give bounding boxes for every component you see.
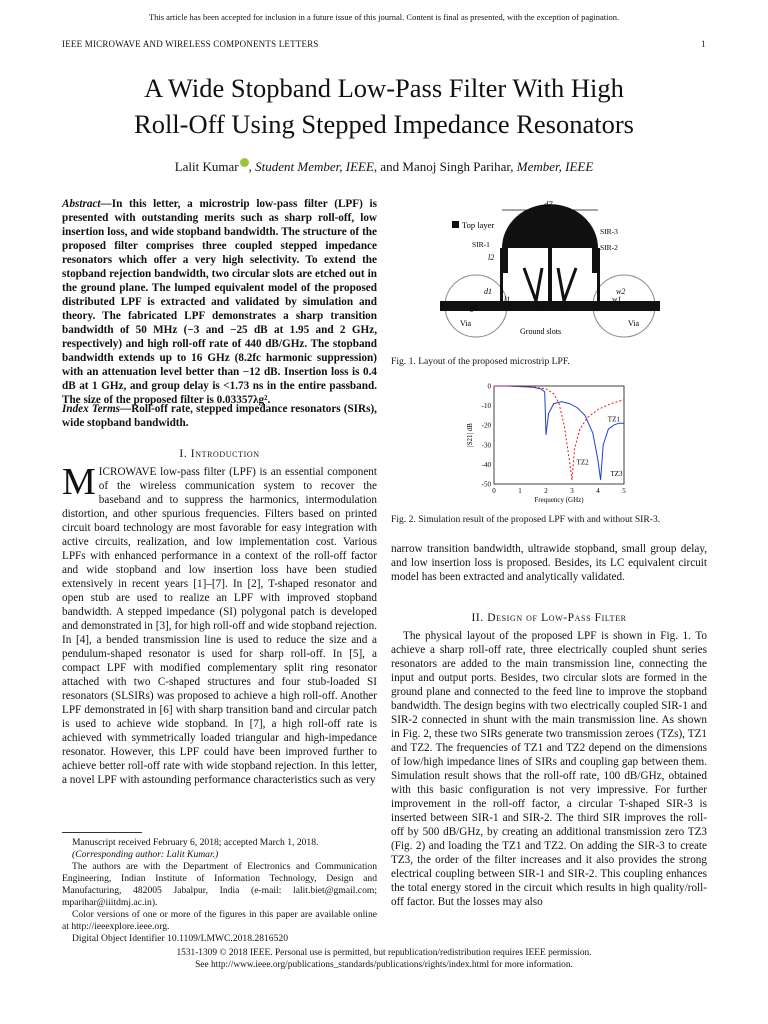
footnotes xyxy=(62,837,377,945)
section-2-heading: II. Design of Low-Pass Filter xyxy=(471,612,627,624)
copyright-notice xyxy=(0,947,768,971)
footnote-color: Color versions of one or more of the figures in this paper are available online at http://ieeexplore.ieee.org. xyxy=(62,909,377,932)
sir2-high xyxy=(592,248,600,273)
sir3-stem xyxy=(548,248,552,301)
fig2-caption: Fig. 2. Simulation result of the proposed LPF with and without SIR-3. xyxy=(391,514,661,525)
top-layer-swatch xyxy=(452,221,459,228)
fig1-caption: Fig. 1. Layout of the proposed microstrip LPF. xyxy=(391,356,570,367)
author-1: Lalit Kumar xyxy=(174,159,239,174)
label-top-layer: Top layer xyxy=(462,220,495,230)
author-1-role: Student Member, IEEE xyxy=(255,159,374,174)
coupling-right xyxy=(558,268,576,301)
abstract-label: Abstract— xyxy=(62,198,112,210)
x-axis-label: Frequency (GHz) xyxy=(534,496,584,504)
paper-title xyxy=(40,70,728,142)
plot-frame xyxy=(494,386,624,484)
label-g1: g1 xyxy=(470,303,478,312)
x-tick-label: 1 xyxy=(518,487,522,495)
acceptance-notice: This article has been accepted for inclusion in a future issue of this journal. Content is final as presented, with the exception of pagination. xyxy=(148,12,620,22)
label-l2: l2 xyxy=(488,253,495,262)
abstract xyxy=(62,197,377,407)
orcid-icon[interactable] xyxy=(240,158,249,167)
label-sir1: SIR-1 xyxy=(472,240,490,249)
label-d1: d1 xyxy=(484,287,492,296)
journal-name: IEEE MICROWAVE AND WIRELESS COMPONENTS LETTERS xyxy=(62,39,319,49)
x-tick-label: 5 xyxy=(622,487,626,495)
title-line-1: A Wide Stopband Low-Pass Filter With High xyxy=(144,73,624,103)
title-line-2: Roll-Off Using Stepped Impedance Resonators xyxy=(134,109,634,139)
abstract-text: In this letter, a microstrip low-pass filter (LPF) is presented with outstanding merits such as sharp roll-off, low insertion loss, and wide stopband bandwidth. The structure of the proposed filter comprises three coupled stepped impedance resonators which offer a very high selectivity. To extend the stopband rejection bandwidth, two circular slots are etched out in the ground plane. The lumped equivalent model of the proposed distributed LPF is extracted and validated by simulation and theory. The fabricated LPF demonstrates a sharp transition bandwidth of 50 MHz (−3 and −25 dB at 1.95 and 2 GHz, respectively) and high roll-off rate of 440 dB/GHz. The stopband bandwidth extends up to 16 GHz (8.2fc harmonic suppression) with an attenuation level better than −12 dB. Insertion loss is 0.4 dB at 1 GHz, and group delay is <1.73 ns in the entire passband. The size of the proposed filter is 0.03357λg². xyxy=(62,198,377,406)
index-terms-label: Index Terms— xyxy=(62,403,132,415)
author-2-role: Member, IEEE xyxy=(516,159,594,174)
author-line: Lalit Kumar , Student Member, IEEE, and Manoj Singh Parihar, Member, IEEE xyxy=(174,159,594,174)
right-top-paragraph: narrow transition bandwidth, ultrawide stopband, small group delay, and low insertion loss is proposed. Besides, its LC equivalent circuit model has been extracted and analytically validated. xyxy=(391,543,707,583)
footnote-affiliation: The authors are with the Department of Electronics and Communication Engineering, Indian Institute of Information Technology, Design and Manufacturing, 482005 Jabalpur, India (e-mail: lalit.biet@gmail.com; mparihar@iiitdmj.ac.in). xyxy=(62,861,377,908)
copyright-line-2: See http://www.ieee.org/publications_standards/publications/rights/index.html for more information. xyxy=(195,960,573,970)
x-tick-label: 0 xyxy=(492,487,496,495)
fig2-chart xyxy=(462,378,642,508)
sir1-low xyxy=(500,273,503,301)
annotation-tz3: TZ3 xyxy=(610,470,623,479)
author-join: , and Manoj Singh Parihar, xyxy=(373,159,517,174)
annotation-tz1: TZ1 xyxy=(607,415,620,424)
sir1-high xyxy=(500,248,508,273)
label-via-left: Via xyxy=(460,319,472,328)
x-tick-label: 2 xyxy=(544,487,548,495)
dropcap: M xyxy=(62,461,96,503)
label-w2: w2 xyxy=(616,287,626,296)
index-terms xyxy=(62,402,377,430)
fig1-layout xyxy=(440,198,660,340)
coupling-left xyxy=(524,268,542,301)
footnote-rule xyxy=(62,832,142,833)
x-tick-label: 3 xyxy=(570,487,574,495)
label-w1: w1 xyxy=(612,295,622,304)
footnote-received: Manuscript received February 6, 2018; accepted March 1, 2018. xyxy=(72,837,319,848)
y-tick-label: -30 xyxy=(481,441,491,450)
page-number: 1 xyxy=(701,39,706,49)
sir3-patch xyxy=(502,204,598,248)
y-tick-label: -20 xyxy=(481,421,491,430)
copyright-line-1: 1531-1309 © 2018 IEEE. Personal use is permitted, but republication/redistribution requires IEEE permission. xyxy=(176,948,592,958)
sir2-low xyxy=(597,273,600,301)
y-tick-label: -40 xyxy=(481,460,491,469)
footnote-corresponding: (Corresponding author: Lalit Kumar.) xyxy=(72,849,219,860)
section-1-heading: I. Introduction xyxy=(179,448,260,460)
series-line-2 xyxy=(494,386,624,480)
label-d7: d7 xyxy=(544,199,553,209)
intro-paragraph xyxy=(62,461,377,787)
annotation-tz2: TZ2 xyxy=(576,458,589,467)
label-via-right: Via xyxy=(628,319,640,328)
y-tick-label: -50 xyxy=(481,480,491,489)
footnote-doi: Digital Object Identifier 10.1109/LMWC.2018.2816520 xyxy=(72,933,288,944)
section-2-text: The physical layout of the proposed LPF is shown in Fig. 1. To achieve a sharp roll-off rate, three electrically coupled shunt series resonators are added to the main transmission line, connecting the input and output ports. Besides, two circular slots are formed in the ground plane and connected to the feed line to improve the stopband bandwidth. The design begins with two electrically coupled SIR-1 and SIR-2 connected in shunt with the main transmission line. As shown in Fig. 2, these two SIRs generate two transmission zeroes (TZs), TZ1 and TZ2. The frequencies of TZ1 and TZ2 depend on the dimensions of low/high impedance lines of SIRs and coupling gap between them. Simulation result shows that the roll-off rate, 100 dB/GHz, obtained with this basic configuration is not very impressive. For further improvement in the roll-off factor, a circular T-shaped SIR-3 is inserted between SIR-1 and SIR-2. The third SIR improves the roll-off by 500 dB/GHz, by creating an additional transmission zero TZ3 (Fig. 2) and loading the TZ1 and TZ2. On adding the SIR-3 to create TZ3, the order of the filter increases and it also provides the strong electrical coupling between SIR-1 and SIR-2. This coupling enhances the total energy stored in the circuit which results in high quality/roll-off factor. But the losses may also xyxy=(391,630,707,908)
index-terms-text: Roll-off rate, stepped impedance resonators (SIRs), wide stopband bandwidth. xyxy=(62,403,377,429)
label-sir2: SIR-2 xyxy=(600,243,618,252)
label-sir3: SIR-3 xyxy=(600,227,618,236)
label-l1: l1 xyxy=(504,295,511,304)
label-ground-slots: Ground slots xyxy=(520,327,562,336)
y-tick-label: -10 xyxy=(481,402,491,411)
x-tick-label: 4 xyxy=(596,487,600,495)
y-tick-label: 0 xyxy=(487,382,491,391)
intro-text: ICROWAVE low-pass filter (LPF) is an essential component of the wireless communication system to recover the baseband and to suppress the harmonics, intermodulation distortion, and other spurious frequencies. Filters based on printed circuit board technology are most favorable for easy integration with active circuits, realization, and low implementation cost. Various LPFs with enhanced performance in a context of the roll-off factor and wide stopband and low insertion loss have been studied extensively in recent years [1]–[7]. In [2], T-shaped resonator and open stub are used to realize an LPF with improved stopband bandwidth. A stepped impedance (SI) polygonal patch is developed and demonstrated in [3], for high roll-off and wide stopband rejection. In [4], a bended transmission line is used to reduce the size and a pendulum-shaped resonator is used for sharp roll-off. In [5], a compact LPF with modified complementary split ring resonator attached with two C-shaped structures and four stub-loaded SI resonators (SLSIRs) was proposed to achieve a high roll-off. Another LPF demonstrated in [6] with sharp transition band and circular patch is used to achieve wide stopband. In [7], a high roll-off rate is achieved with symmetrically loaded triangular and high-impedance resonator. However, this LPF could have been improved further to achieve better roll-off rate with wide stopband rejection. In this letter, a novel LPF with astounding performance characteristics such as very xyxy=(62,466,377,786)
y-axis-label: |S21| dB xyxy=(466,423,474,447)
series-line-1 xyxy=(494,386,624,480)
